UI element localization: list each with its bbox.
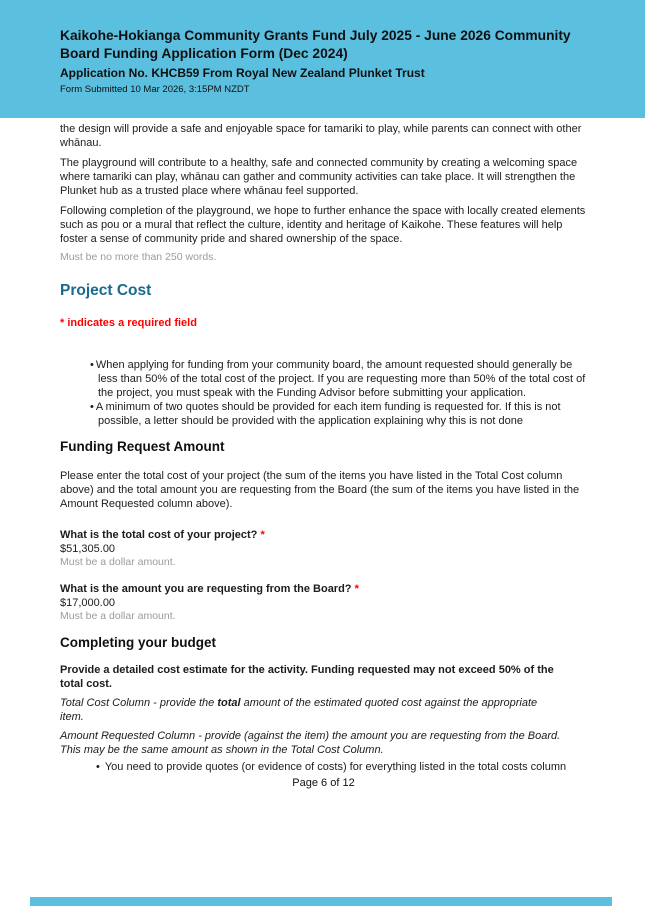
application-number-line: Application No. KHCB59 From Royal New Zealand Plunket Trust (60, 66, 425, 80)
funding-request-intro: Please enter the total cost of your project (the sum of the items you have listed in the Total Cost column above) and the total amount you are requesting from the Board (the sum of the items you have listed in the Amount Requested column above). (60, 470, 580, 510)
project-cost-guidance-list (60, 358, 587, 428)
budget-guidance-item-quotes: • You need to provide quotes (or evidence of costs) for everything listed in the total costs column (96, 760, 586, 774)
form-title: Kaikohe-Hokianga Community Grants Fund July 2025 - June 2026 Community Board Funding Application Form (Dec 2024) (60, 28, 571, 61)
previous-answer-section (60, 122, 587, 263)
funding-request-heading: Funding Request Amount (60, 439, 225, 454)
word-limit-hint: Must be no more than 250 words. (60, 251, 217, 263)
amount-requested-question-text: What is the amount you are requesting from the Board? (60, 583, 352, 595)
amount-requested-question-label (60, 582, 587, 596)
page-indicator: Page 6 of 12 (292, 777, 355, 789)
question-amount-requested (60, 582, 587, 622)
guidance-item-quotes: • A minimum of two quotes should be provided for each item funding is requested for. If this is not possible, a letter should be provided with the application explaining why this is not done (90, 400, 587, 428)
guidance-item-funding-limit: • When applying for funding from your community board, the amount requested should generally be less than 50% of the total cost of the project. If you are requesting more than 50% of the total cost of the project, you must speak with the Funding Advisor before submitting your application. (90, 358, 587, 400)
answer-paragraph-1: the design will provide a safe and enjoyable space for tamariki to play, while parents can connect with other whānau. (60, 123, 582, 149)
total-cost-question-label (60, 528, 587, 542)
form-submitted-line: Form Submitted 10 Mar 2026, 3:15PM NZDT (60, 84, 250, 95)
cost-estimate-instruction: Provide a detailed cost estimate for the activity. Funding requested may not exceed 50% of the total cost. (60, 664, 554, 690)
form-content (0, 118, 645, 790)
funding-request-section (60, 438, 587, 622)
required-field-note: * indicates a required field (60, 317, 197, 329)
required-asterisk: * (354, 583, 359, 595)
project-cost-heading: Project Cost (60, 282, 152, 299)
completing-budget-heading: Completing your budget (60, 635, 216, 650)
amount-requested-column-note: Amount Requested Column - provide (against the item) the amount you are requesting from the Board. This may be the same amount as shown in the Total Cost Column. (60, 730, 561, 756)
total-cost-column-note-post: amount of the estimated quoted cost against the appropriate item. (60, 697, 538, 723)
total-cost-question-text: What is the total cost of your project? (60, 529, 258, 541)
total-cost-dollar-hint: Must be a dollar amount. (60, 556, 176, 568)
form-header (0, 0, 645, 118)
completing-budget-section (60, 634, 587, 774)
amount-requested-dollar-hint: Must be a dollar amount. (60, 610, 176, 622)
total-cost-column-note-bold: total (217, 697, 241, 709)
total-cost-value: $51,305.00 (60, 543, 116, 555)
total-cost-column-note (60, 696, 562, 724)
budget-guidance-list (60, 760, 587, 774)
required-asterisk: * (260, 529, 265, 541)
answer-paragraph-2: The playground will contribute to a healthy, safe and connected community by creating a welcoming space where tamariki can play, whānau can gather and community activities can take place. It will strengthen the Plunket hub as a trusted place where whānau feel supported. (60, 157, 578, 197)
next-page-header-strip (30, 897, 612, 906)
amount-requested-value: $17,000.00 (60, 597, 116, 609)
total-cost-column-note-pre: Total Cost Column - provide the (60, 697, 218, 709)
question-total-cost (60, 528, 587, 568)
project-cost-section (60, 281, 587, 428)
answer-paragraph-3: Following completion of the playground, we hope to further enhance the space with locally created elements such as pou or a mural that reflect the culture, identity and heritage of Kaikohe. These features will help foster a sense of community pride and shared ownership of the space. (60, 205, 586, 245)
